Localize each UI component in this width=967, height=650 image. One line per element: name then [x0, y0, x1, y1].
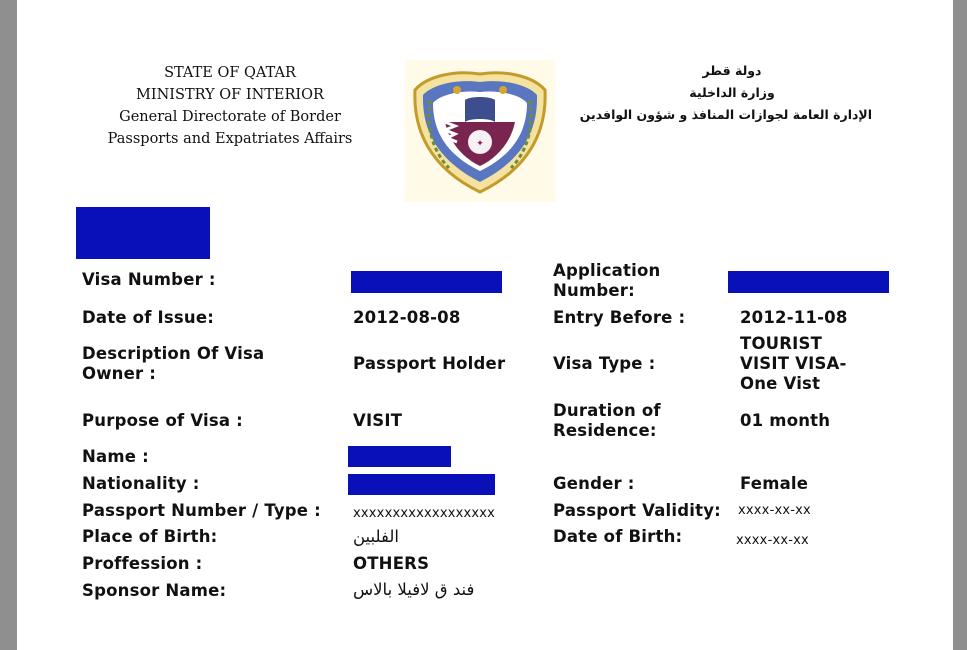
directorate-name: General Directorate of Border — [119, 109, 341, 125]
visa-type-label: Visa Type : — [553, 354, 656, 373]
passport-validity-label: Passport Validity: — [553, 501, 721, 520]
state-name: STATE OF QATAR — [164, 65, 296, 81]
passport-number-value: xxxxxxxxxxxxxxxxxx — [353, 506, 496, 521]
date-of-birth-label: Date of Birth: — [553, 527, 683, 546]
name-label: Name : — [82, 447, 149, 466]
place-of-birth-value: الفلبين — [353, 527, 399, 546]
visa-number-label: Visa Number : — [82, 270, 216, 289]
duration-value: 01 month — [740, 411, 831, 430]
passport-validity-value: xxxx-xx-xx — [738, 503, 811, 518]
redacted-photo-block — [76, 207, 210, 259]
state-name-ar: دولة قطر — [702, 63, 762, 78]
entry-before-value: 2012-11-08 — [740, 308, 848, 327]
application-number-redacted — [728, 271, 889, 293]
ministry-seal-icon — [405, 60, 555, 202]
header-arabic — [579, 60, 872, 126]
nationality-label: Nationality : — [82, 474, 200, 493]
passport-number-label: Passport Number / Type : — [82, 501, 321, 520]
description-value: Passport Holder — [353, 354, 506, 373]
visa-document — [17, 0, 953, 650]
ministry-name: MINISTRY OF INTERIOR — [136, 87, 324, 103]
visa-number-redacted — [351, 271, 502, 293]
date-of-issue-label: Date of Issue: — [82, 308, 215, 327]
directorate-name-cont: Passports and Expatriates Affairs — [107, 131, 353, 147]
date-of-birth-value: xxxx-xx-xx — [736, 533, 809, 548]
name-redacted — [348, 446, 451, 467]
sponsor-label: Sponsor Name: — [82, 581, 227, 600]
date-of-issue-value: 2012-08-08 — [353, 308, 461, 327]
nationality-redacted — [348, 474, 495, 495]
application-number-label: Application Number: — [553, 261, 661, 300]
sponsor-value: فند ق لافيلا بالاس — [353, 580, 475, 599]
place-of-birth-label: Place of Birth: — [82, 527, 218, 546]
visa-type-value: TOURIST VISIT VISA- One Vist — [740, 334, 847, 393]
gender-label: Gender : — [553, 474, 635, 493]
duration-label: Duration of Residence: — [553, 401, 661, 440]
entry-before-label: Entry Before : — [553, 308, 686, 327]
header-english — [102, 62, 358, 150]
gender-value: Female — [740, 474, 809, 493]
profession-value: OTHERS — [353, 554, 430, 573]
svg-text:✦: ✦ — [476, 139, 484, 149]
description-label: Description Of Visa Owner : — [82, 344, 265, 383]
ministry-name-ar: وزارة الداخلية — [689, 85, 775, 100]
purpose-label: Purpose of Visa : — [82, 411, 243, 430]
profession-label: Proffession : — [82, 554, 203, 573]
purpose-value: VISIT — [353, 411, 403, 430]
directorate-name-ar: الإدارة العامة لجوازات المنافذ و شؤون الوافدين — [579, 107, 872, 122]
